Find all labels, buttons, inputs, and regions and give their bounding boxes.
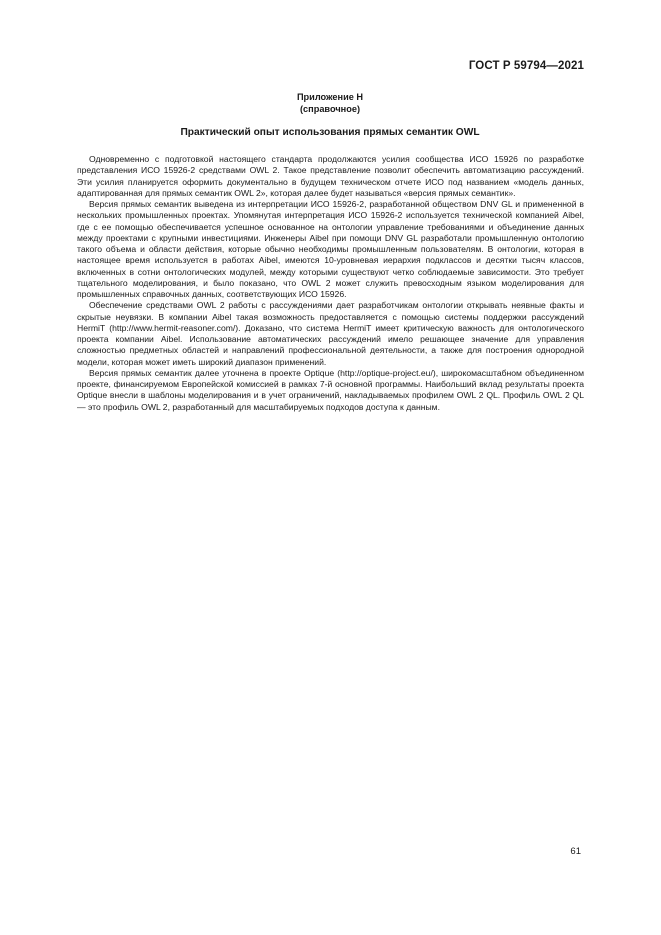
paragraph: Версия прямых семантик далее уточнена в проекте Optique (http://optique-project.eu/), широкомасштабном объединенном проекте, финансируемом Европейской комиссией в рамках 7-й основной программы. Наибольший вклад результаты проекта Optique внесли в шаблоны моделирования и в учет ограничений, накладываемых профилем OWL 2 QL. Профиль OWL 2 QL — это профиль OWL 2, разработанный для масштабируемых подходов доступа к данным.: [77, 367, 584, 412]
body-text: [77, 154, 584, 413]
paragraph: Версия прямых семантик выведена из интерпретации ИСО 15926-2, разработанной обществом DNV GL и примененной в нескольких промышленных проектах. Упомянутая интерпретация ИСО 15926-2 используется технической компанией Aibel, где с ее помощью обеспечивается успешное основанное на онтологии управление требованиями и объединение данных между проектами с крупными инвестициями. Инженеры Aibel при помощи DNV GL разработали промышленную онтологию такого объема и области действия, которые обычно необходимы промышленным пользователям. В онтологии, которая в настоящее время используется в работах Aibel, имеются 10-уровневая иерархия подклассов и десятки тысяч классов, включенных в сотни онтологических модулей, между которыми существуют четко соблюдаемые зависимости. Это требует тщательного моделирования, и было показано, что OWL 2 может служить превосходным языком моделирования для промышленных справочных данных, соответствующих ИСО 15926.: [77, 199, 584, 299]
paragraph: Обеспечение средствами OWL 2 работы с рассуждениями дает разработчикам онтологии открывать неявные факты и скрытые неувязки. В компании Aibel такая возможность предоставляется с помощью системы поддержки рассуждений HermiT (http://www.hermit-reasoner.com/). Доказано, что система HermiT имеет критическую важность для онтологического проекта компании Aibel. Использование автоматических рассуждений имело решающее значение для управления сложностью предметных областей и направлений профессиональной деятельности, а также для построения однородной модели, которая может иметь широкий диапазон применений.: [77, 300, 584, 367]
appendix-type: (справочное): [299, 103, 360, 114]
page-number: 61: [570, 846, 581, 857]
paragraph: Одновременно с подготовкой настоящего стандарта продолжаются усилия сообщества ИСО 15926 по разработке представления ИСО 15926-2 средствами OWL 2. Такое представление позволит обеспечить автоматизацию рассуждений. Эти усилия планируется оформить документально в будущем техническом отчете ИСО под названием «модель данных, адаптированная для прямых семантик OWL 2», которая далее будет называться «версия прямых семантик».: [77, 154, 584, 198]
appendix-label: Приложение Н: [296, 92, 364, 102]
document-code: ГОСТ Р 59794—2021: [468, 60, 584, 72]
appendix-title: Практический опыт использования прямых семантик OWL: [180, 127, 480, 138]
appendix-heading: [76, 92, 584, 115]
